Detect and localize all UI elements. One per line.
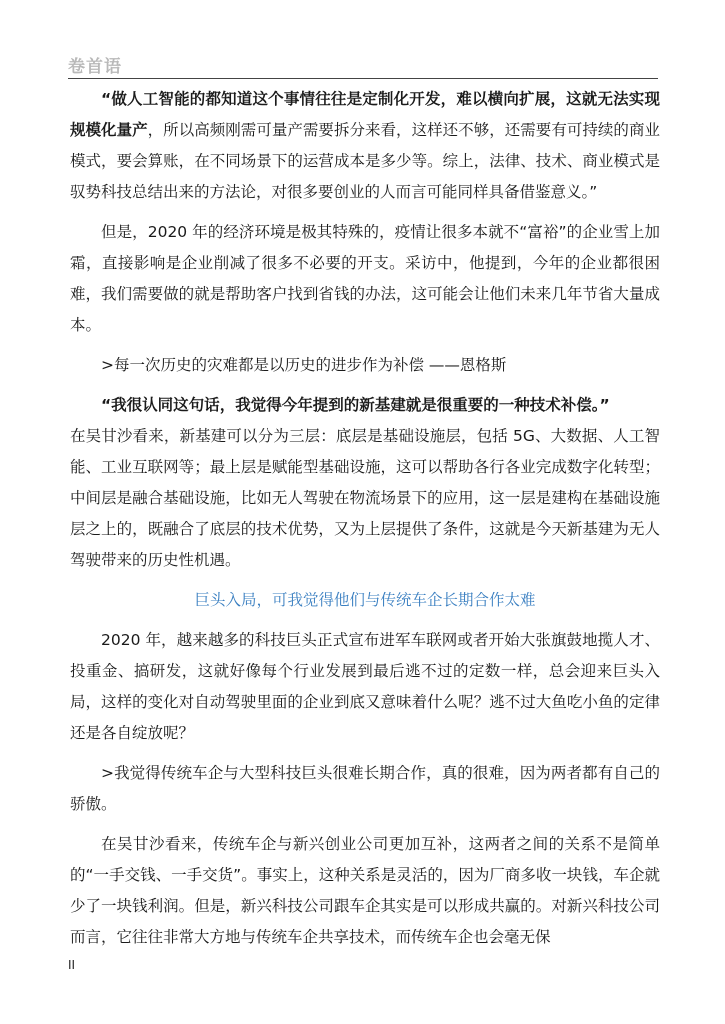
paragraph-complementary: 在吴甘沙看来，传统车企与新兴创业公司更加互补，这两者之间的关系不是简单的“一手交钱、一手交货”。事实上，这种关系是灵活的，因为厂商多收一块钱，车企就少了一块钱利润。但是，新兴科技公司跟车企其实是可以形成共赢的。对新兴科技公司而言，它往往非常大方地与传统车企共享技术，而传统车企也会毫无保: [70, 835, 660, 946]
header-divider: [68, 78, 658, 79]
page-number: II: [68, 958, 76, 972]
paragraph-new-infrastructure: [70, 390, 660, 576]
quote-bold-text: “做人工智能的都知道这个事情往往是定制化开发，难以横向扩展，这就无法实现规模化量产: [70, 90, 660, 139]
paragraph-economy: 但是，2020 年的经济环境是极其特殊的，疫情让很多本就不“富裕”的企业雪上加霜，直接影响是企业削减了很多不必要的开支。采访中，他提到，今年的企业都很困难，我们需要做的就是帮助客户找到省钱的办法，这可能会让他们未来几年节省大量成本。: [70, 223, 660, 334]
paragraph-cooperation: >我觉得传统车企与大型科技巨头很难长期合作，真的很难，因为两者都有自己的骄傲。: [70, 764, 660, 813]
section-heading: 巨头入局，可我觉得他们与传统车企长期合作太难: [194, 591, 536, 609]
quote-text: ，所以高频刚需可量产需要拆分来看，这样还不够，还需要有可持续的商业模式，要会算账，在不同场景下的运营成本是多少等。综上，法律、技术、商业模式是驭势科技总结出来的方法论，对很多要创业的人而言可能同样具备借鉴意义。”: [70, 121, 660, 201]
new-infra-text: 在吴甘沙看来，新基建可以分为三层：底层是基础设施层，包括 5G、大数据、人工智能、工业互联网等；最上层是赋能型基础设施，这可以帮助各行各业完成数字化转型；中间层是融合基础设施，比如无人驾驶在物流场景下的应用，这一层是建构在基础设施层之上的，既融合了底层的技术优势，又为上层提供了条件，这就是今天新基建为无人驾驶带来的历史性机遇。: [70, 427, 660, 569]
article-body: [70, 84, 660, 962]
header-label: 卷首语: [68, 57, 122, 77]
paragraph-quote-ai: [70, 84, 660, 208]
new-infra-bold-quote: “我很认同这句话，我觉得今年提到的新基建就是很重要的一种技术补偿。”: [101, 396, 610, 414]
paragraph-giants: 2020 年，越来越多的科技巨头正式宣布进军车联网或者开始大张旗鼓地揽人才、投重金、搞研发，这就好像每个行业发展到最后逃不过的定数一样，总会迎来巨头入局，这样的变化对自动驾驶里面的企业到底又意味着什么呢？逃不过大鱼吃小鱼的定律还是各自绽放呢？: [70, 631, 660, 742]
paragraph-engels-quote: >每一次历史的灾难都是以历史的进步作为补偿 ——恩格斯: [101, 356, 507, 374]
